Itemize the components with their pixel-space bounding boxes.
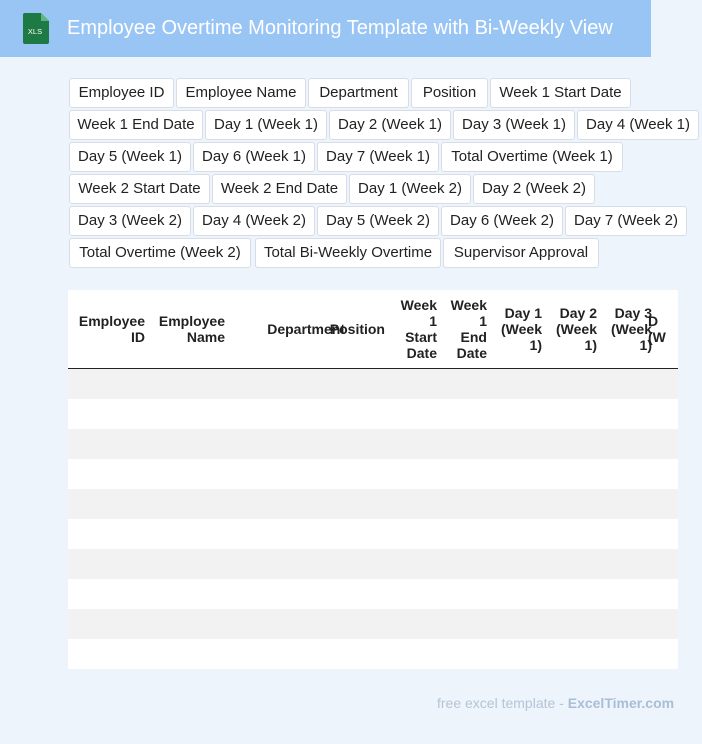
field-tag: Total Overtime (Week 2) [69,238,251,268]
table-row[interactable] [68,609,678,639]
column-header-label [556,305,597,353]
column-header-label [330,321,385,337]
column-header-label [401,297,437,361]
column-header-line: Date [456,345,487,361]
column-header-line: Employee [78,313,145,329]
column-header-line: (Week [556,321,597,337]
footer-credit [437,695,674,711]
column-header-line: (Week [611,321,652,337]
table-row[interactable] [68,639,678,669]
field-tag: Day 4 (Week 1) [577,110,699,140]
column-header-line: Start [405,329,437,345]
column-header-line: Date [406,345,437,361]
field-tag: Day 2 (Week 1) [329,110,451,140]
field-tag: Day 5 (Week 1) [69,142,191,172]
overtime-table [68,290,678,669]
column-header[interactable] [648,290,678,368]
column-header-line: 1 [479,313,487,329]
field-tag: Day 7 (Week 1) [317,142,439,172]
table-row[interactable] [68,489,678,519]
field-tag: Position [411,78,488,108]
table-row[interactable] [68,549,678,579]
excel-icon-label: XLS [27,27,43,36]
column-header[interactable] [494,290,542,368]
field-tag: Total Overtime (Week 1) [441,142,623,172]
field-tag: Week 1 Start Date [490,78,631,108]
field-tag: Day 3 (Week 2) [69,206,191,236]
column-header-label [648,313,666,345]
field-tag: Week 2 End Date [212,174,347,204]
column-header-label [611,305,652,353]
column-header-line: D [648,313,659,329]
field-tag: Day 2 (Week 2) [473,174,595,204]
footer-prefix: free excel template - [437,695,564,711]
column-header-line: Name [186,329,225,345]
field-tag: Day 6 (Week 1) [193,142,315,172]
field-tag: Day 1 (Week 2) [349,174,471,204]
column-header[interactable] [604,290,652,368]
column-header-line: Position [329,321,385,337]
excel-file-icon [23,13,49,44]
column-header[interactable] [549,290,597,368]
column-header-line: (W [648,329,666,345]
table-row[interactable] [68,429,678,459]
field-tag: Employee Name [176,78,306,108]
column-header-line: 1) [584,337,597,353]
column-header[interactable] [321,290,385,368]
table-row[interactable] [68,399,678,429]
page-title: Employee Overtime Monitoring Template with Bi-Weekly View [67,17,613,39]
column-header-line: Day 1 [504,305,542,321]
table-row[interactable] [68,369,678,399]
column-header-label [79,313,145,345]
field-tag: Department [308,78,409,108]
column-header-line: Day 3 [614,305,652,321]
column-header-label [501,305,542,353]
field-tag: Day 7 (Week 2) [565,206,687,236]
column-header-line: Week [400,297,437,313]
field-tag: Supervisor Approval [443,238,599,268]
column-header-line: Week [450,297,487,313]
field-tag: Day 3 (Week 1) [453,110,575,140]
title-bar [0,0,651,57]
column-header-line: Employee [158,313,225,329]
column-header-label [451,297,487,361]
column-header[interactable] [443,290,487,368]
column-header-line: ID [131,329,145,345]
column-header-line: 1) [529,337,542,353]
table-row[interactable] [68,519,678,549]
column-header[interactable] [393,290,437,368]
column-header[interactable] [73,290,145,368]
field-tag: Day 6 (Week 2) [441,206,563,236]
table-row[interactable] [68,459,678,489]
column-header-label [159,313,225,345]
field-tag: Week 1 End Date [69,110,203,140]
column-header-line: 1) [639,337,652,353]
column-header-line: Department [267,321,345,337]
column-header-line: 1 [429,313,437,329]
table-header [68,290,678,369]
field-tag: Total Bi-Weekly Overtime [255,238,441,268]
column-header[interactable] [153,290,225,368]
field-tag: Week 2 Start Date [69,174,210,204]
table-row[interactable] [68,579,678,609]
column-header-line: End [460,329,487,345]
field-tag: Day 1 (Week 1) [205,110,327,140]
footer-brand-link[interactable]: ExcelTimer.com [567,695,675,711]
column-header-line: Day 2 [559,305,597,321]
field-tag: Day 5 (Week 2) [317,206,439,236]
field-tag: Day 4 (Week 2) [193,206,315,236]
field-tag: Employee ID [69,78,174,108]
column-header-line: (Week [501,321,542,337]
